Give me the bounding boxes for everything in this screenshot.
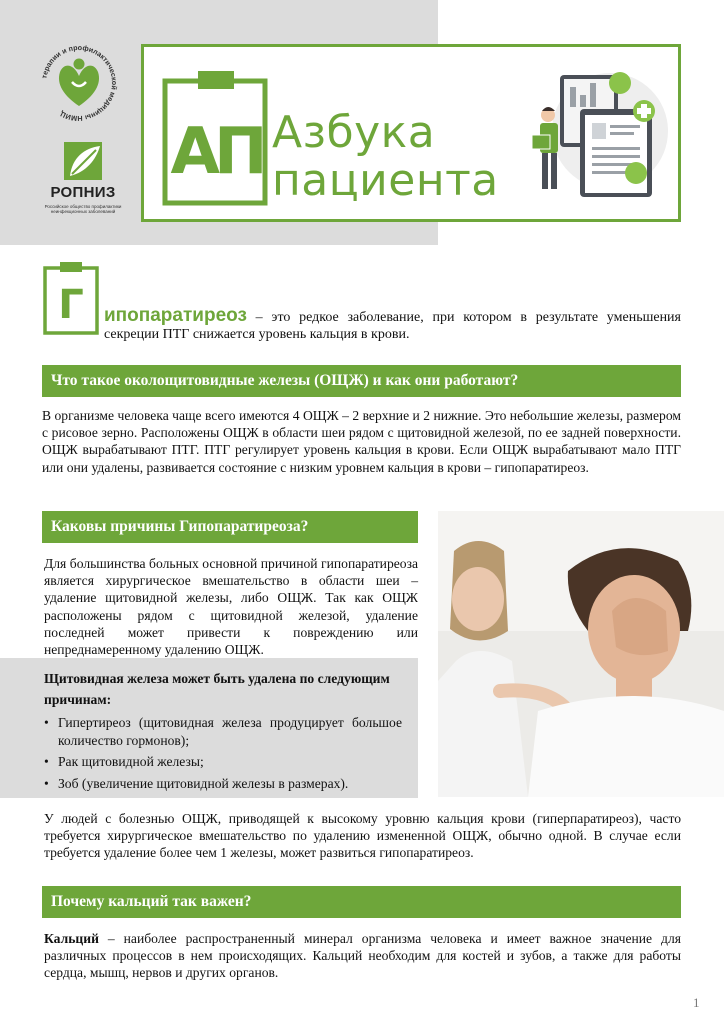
banner-letters: АП: [170, 115, 262, 189]
nmic-logo-text: терапии и профилактической медицины НМИЦ: [39, 42, 120, 124]
section-heading-calcium: Почему кальций так важен?: [42, 886, 681, 918]
section-heading-parathyroid: Что такое околощитовидные железы (ОЩЖ) и как они работают?: [42, 365, 681, 397]
calcium-term: Кальций: [44, 931, 99, 946]
couple-photo-illustration: [438, 511, 724, 797]
nmic-logo-icon: [38, 42, 120, 124]
removal-reasons-box: [0, 658, 418, 798]
banner-title-line2: пациента: [272, 155, 499, 206]
intro-term: ипопаратиреоз: [104, 305, 247, 326]
list-item: • Рак щитовидной железы;: [44, 753, 402, 771]
removal-reasons-list: [44, 714, 402, 796]
ropniz-leaf-icon: [60, 140, 106, 182]
clipboard-icon: [160, 67, 272, 207]
ropniz-subtitle: Российское общество профилактики неинфекционных заболеваний: [44, 204, 122, 214]
intro-letter: Г: [58, 282, 84, 328]
intro-text: [104, 307, 681, 343]
intro-definition: – это редкое заболевание, при котором в результате уменьшения секреции ПТГ снижается уровень кальция в крови.: [104, 310, 681, 342]
section-text-causes: Для большинства больных основной причиной гипопаратиреоза является хирургическое вмешательство в области шеи – удаление щитовидной железы, либо ОЩЖ. Так как ОЩЖ расположены рядом с щитовидной железой, удаление последней может привести к повреждению или непреднамеренному удалению ОЩЖ.: [44, 556, 418, 658]
list-item: • Гипертиреоз (щитовидная железа продуцирует большое количество гормонов);: [44, 714, 402, 749]
section-text-calcium: [44, 930, 681, 982]
banner: [141, 44, 681, 222]
removal-reasons-lead: Щитовидная железа может быть удалена по следующим причинам:: [44, 671, 390, 707]
hyperparathyroidism-text: У людей с болезнью ОЩЖ, приводящей к высокому уровню кальция крови (гиперпаратиреоз), часто требуется хирургическое вмешательство по удалению измененной ОЩЖ, обычно одной. В случае если требуется удаление более чем 1 железы, может развиться гипопаратиреоз.: [44, 811, 681, 861]
ropniz-logo: [40, 140, 126, 226]
couple-photo: [438, 511, 724, 797]
section-heading-causes: Каковы причины Гипопаратиреоза?: [42, 511, 418, 543]
section-text-parathyroid: В организме человека чаще всего имеются 4 ОЩЖ – 2 верхние и 2 нижние. Это небольшие железы, размером с рисовое зерно. Расположены ОЩЖ в области шеи рядом с щитовидной железой, по ее задней поверхности. ОЩЖ вырабатывают ПТГ. ПТГ регулирует уровень кальция в крови. Если ОЩЖ вырабатывают мало ПТГ или они удалены, развивается состояние с низким уровнем кальция в крови – гипопаратиреоз.: [42, 408, 681, 475]
banner-title: [272, 109, 499, 205]
nmic-logo: [38, 42, 120, 124]
doctor-clipboard-illustration: [524, 69, 672, 203]
page-number: 1: [693, 995, 700, 1010]
letter-clipboard-icon: [42, 260, 100, 336]
calcium-definition: – наиболее распространенный минерал организма человека и имеет важное значение для различных процессов в нем происходящих. Кальций необходим для костей и зубов, а также для работы сердца, мышц, нервов и других органов.: [44, 931, 681, 981]
ropniz-name: РОПНИЗ: [50, 184, 116, 201]
banner-title-line1: Азбука: [272, 107, 436, 158]
list-item: • Зоб (увеличение щитовидной железы в размерах).: [44, 775, 402, 793]
